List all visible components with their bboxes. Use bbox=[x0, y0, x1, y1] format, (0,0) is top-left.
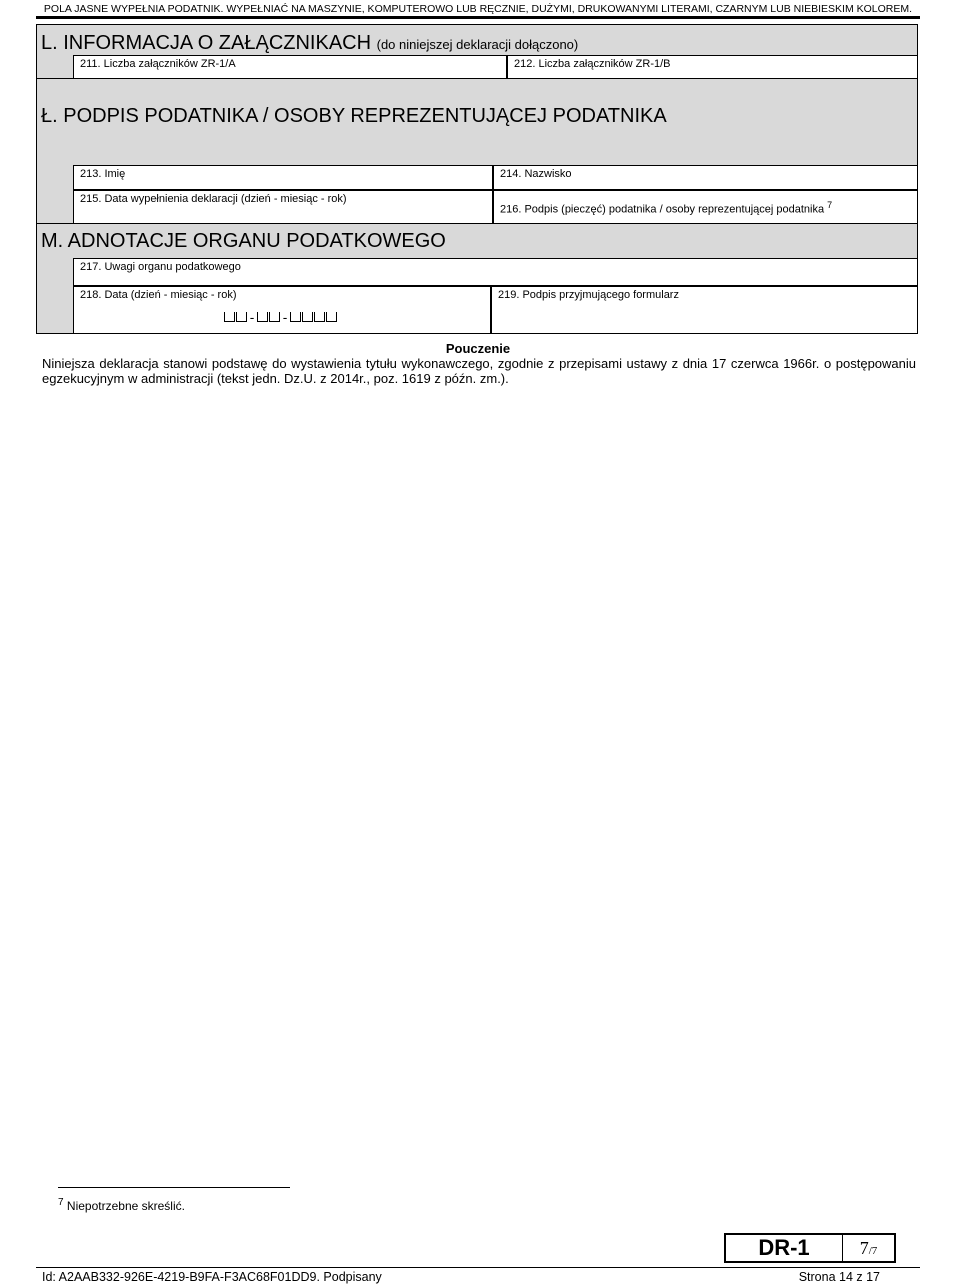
date-year-box-2[interactable] bbox=[302, 312, 313, 322]
date-year-box-4[interactable] bbox=[326, 312, 337, 322]
date-day-box-1[interactable] bbox=[224, 312, 235, 322]
date-separator: - bbox=[248, 311, 257, 326]
section-l2-title: Ł. PODPIS PODATNIKA / OSOBY REPREZENTUJĄCEJ PODATNIKA bbox=[41, 105, 667, 127]
date-separator: - bbox=[281, 311, 290, 326]
form-page-current: 7 bbox=[859, 1238, 869, 1258]
section-m-title: M. ADNOTACJE ORGANU PODATKOWEGO bbox=[41, 230, 446, 252]
form-page-indicator bbox=[843, 1235, 894, 1261]
field-213-label: 213. Imię bbox=[80, 168, 126, 180]
footnote-text: Niepotrzebne skreślić. bbox=[66, 1199, 185, 1213]
form-instruction-banner: POLA JASNE WYPEŁNIA PODATNIK. WYPEŁNIAĆ NA MASZYNIE, KOMPUTEROWO LUB RĘCZNIE, DUŻYMI, DRUKOWANYMI LITERAMI, CZARNYM LUB NIEBIESKIM KOLOREM. bbox=[43, 3, 913, 15]
field-212-label: 212. Liczba załączników ZR-1/B bbox=[514, 58, 671, 70]
section-l2-signature bbox=[36, 78, 918, 224]
document-id: Id: A2AAB332-926E-4219-B9FA-F3AC68F01DD9. Podpisany bbox=[42, 1270, 382, 1284]
field-212-attachments-b[interactable] bbox=[507, 55, 918, 79]
section-l-note: (do niniejszej deklaracji dołączono) bbox=[376, 37, 579, 52]
section-l-attachments bbox=[36, 24, 918, 79]
field-217-label: 217. Uwagi organu podatkowego bbox=[80, 261, 241, 273]
date-month-box-2[interactable] bbox=[269, 312, 280, 322]
field-215-fill-date[interactable] bbox=[73, 190, 493, 224]
form-page-total: /7 bbox=[868, 1245, 878, 1257]
field-214-label: 214. Nazwisko bbox=[500, 168, 572, 180]
field-216-signature[interactable] bbox=[493, 190, 918, 224]
field-217-office-remarks[interactable] bbox=[73, 258, 918, 286]
instruction-title: Pouczenie bbox=[445, 341, 511, 356]
date-year-box-1[interactable] bbox=[290, 312, 301, 322]
footnote-rule bbox=[58, 1187, 290, 1188]
field-213-first-name[interactable] bbox=[73, 165, 493, 190]
date-month-box-1[interactable] bbox=[257, 312, 268, 322]
section-l-title bbox=[41, 31, 578, 57]
field-219-label: 219. Podpis przyjmującego formularz bbox=[498, 289, 679, 301]
field-219-receiver-signature[interactable] bbox=[491, 286, 918, 334]
section-l-heading: L. INFORMACJA O ZAŁĄCZNIKACH bbox=[41, 32, 372, 54]
form-code: DR-1 bbox=[726, 1235, 843, 1261]
field-214-last-name[interactable] bbox=[493, 165, 918, 190]
date-day-box-2[interactable] bbox=[236, 312, 247, 322]
footer-rule bbox=[36, 1267, 920, 1268]
footnote-ref-7: 7 bbox=[827, 200, 833, 210]
field-216-label: 216. Podpis (pieczęć) podatnika / osoby reprezentującej podatnika $^7$ bbox=[500, 200, 833, 216]
page-number: Strona 14 z 17 bbox=[798, 1270, 880, 1284]
form-code-badge bbox=[724, 1233, 896, 1263]
footnote-number: 7 bbox=[58, 1197, 64, 1208]
date-entry-boxes[interactable] bbox=[224, 311, 338, 326]
field-218-date[interactable] bbox=[73, 286, 491, 334]
footnote bbox=[58, 1195, 185, 1214]
section-m-tax-office bbox=[36, 223, 918, 334]
field-211-attachments-a[interactable] bbox=[73, 55, 507, 79]
header-rule bbox=[36, 16, 920, 19]
instruction-text: Niniejsza deklaracja stanowi podstawę do wystawienia tytułu wykonawczego, zgodnie z przepisami ustawy z dnia 17 czerwca 1966r. o postępowaniu egzekucyjnym w administracji (tekst jedn. Dz.U. z 2014r., poz. 1619 z późn. zm.). bbox=[42, 356, 916, 386]
field-218-label: 218. Data (dzień - miesiąc - rok) bbox=[80, 289, 237, 301]
field-215-label: 215. Data wypełnienia deklaracji (dzień - miesiąc - rok) bbox=[80, 193, 347, 205]
field-211-label: 211. Liczba załączników ZR-1/A bbox=[80, 58, 236, 70]
date-year-box-3[interactable] bbox=[314, 312, 325, 322]
